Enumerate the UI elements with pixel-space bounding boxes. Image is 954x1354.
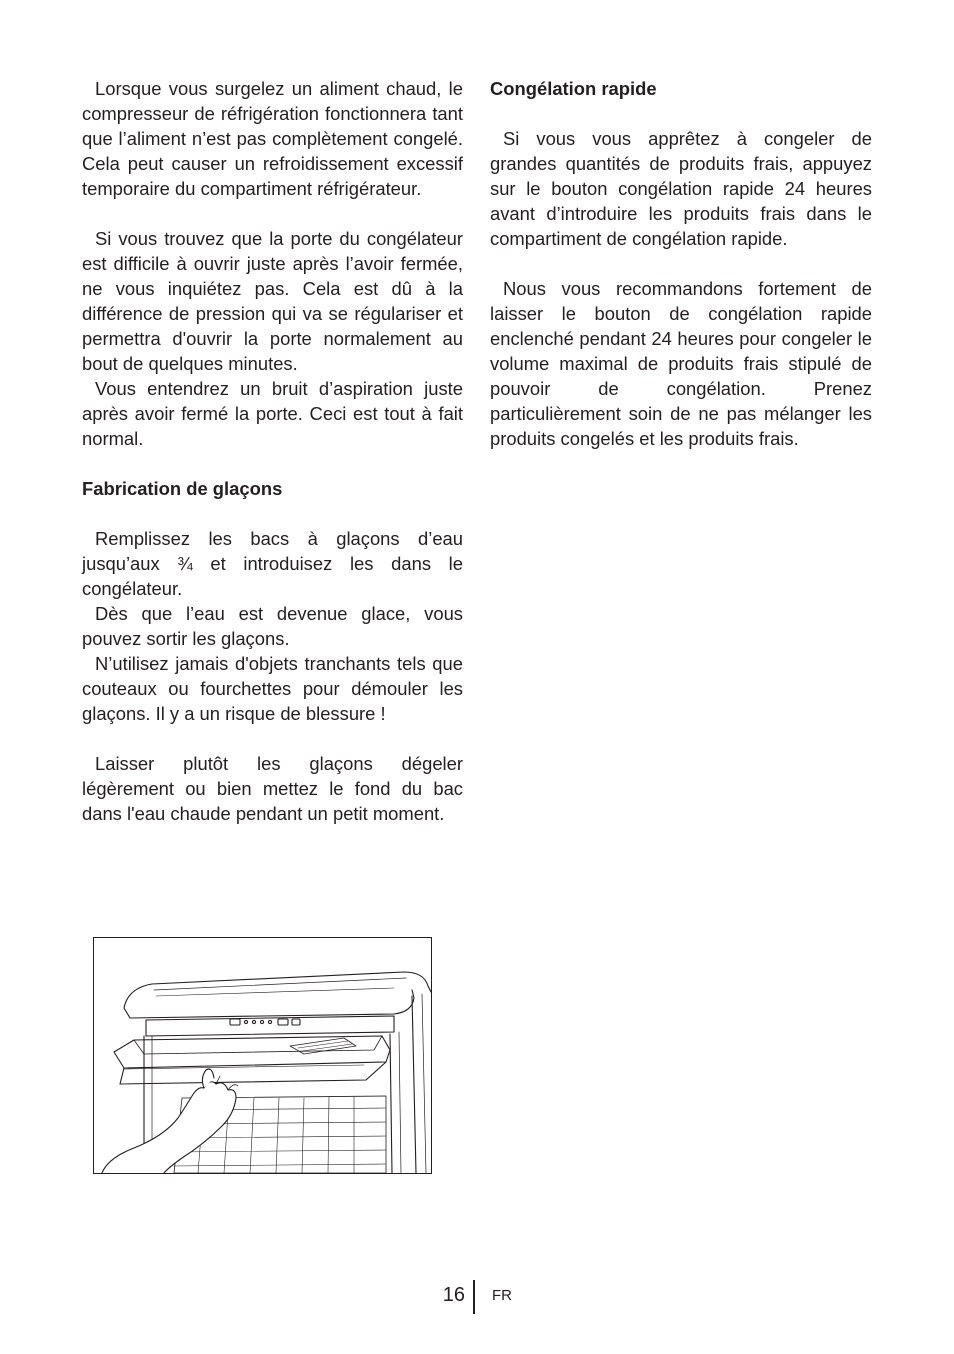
freezer-drawer-illustration — [93, 937, 432, 1174]
paragraph: N’utilisez jamais d'objets tranchants tels que couteaux ou fourchettes pour démouler les glaçons. Il y a un risque de blessure ! — [82, 653, 463, 724]
page-number: 16 — [442, 1284, 465, 1306]
paragraph: Lorsque vous surgelez un aliment chaud, le compresseur de réfrigération fonctionnera tant que l’aliment n’est pas complètement congelé. Cela peut causer un refroidissement excessif temporaire du compartiment réfrigérateur. — [82, 78, 463, 199]
language-code: FR — [492, 1287, 512, 1304]
section-heading-ice-cubes: Fabrication de glaçons — [82, 478, 283, 499]
paragraph: Si vous vous apprêtez à congeler de grandes quantités de produits frais, appuyez sur le bouton congélation rapide 24 heures avant d’introduire les produits frais dans le compartiment de congélation rapide. — [490, 128, 872, 249]
paragraph: Nous vous recommandons fortement de laisser le bouton de congélation rapide enclenché pendant 24 heures pour congeler le volume maximal de produits frais stipulé de pouvoir de congélation. Prenez particulièrement soin de ne pas mélanger les produits congelés et les produits frais. — [490, 278, 872, 449]
section-heading-fast-freeze: Congélation rapide — [490, 78, 657, 99]
page-footer — [0, 1280, 954, 1316]
paragraph: Remplissez les bacs à glaçons d’eau jusqu’aux ¾ et introduisez les dans le congélateur. — [82, 528, 463, 599]
paragraph: Laisser plutôt les glaçons dégeler légèrement ou bien mettez le fond du bac dans l'eau chaude pendant un petit moment. — [82, 753, 463, 824]
paragraph: Vous entendrez un bruit d’aspiration juste après avoir fermé la porte. Ceci est tout à fait normal. — [82, 378, 463, 449]
footer-divider — [473, 1280, 475, 1314]
paragraph: Si vous trouvez que la porte du congélateur est difficile à ouvrir juste après l’avoir fermée, ne vous inquiétez pas. Cela est dû à la différence de pression qui va se régulariser et permettra d'ouvrir la porte normalement au bout de quelques minutes. — [82, 228, 463, 374]
right-column — [490, 76, 872, 451]
left-column — [82, 76, 463, 826]
paragraph: Dès que l’eau est devenue glace, vous pouvez sortir les glaçons. — [82, 603, 463, 649]
